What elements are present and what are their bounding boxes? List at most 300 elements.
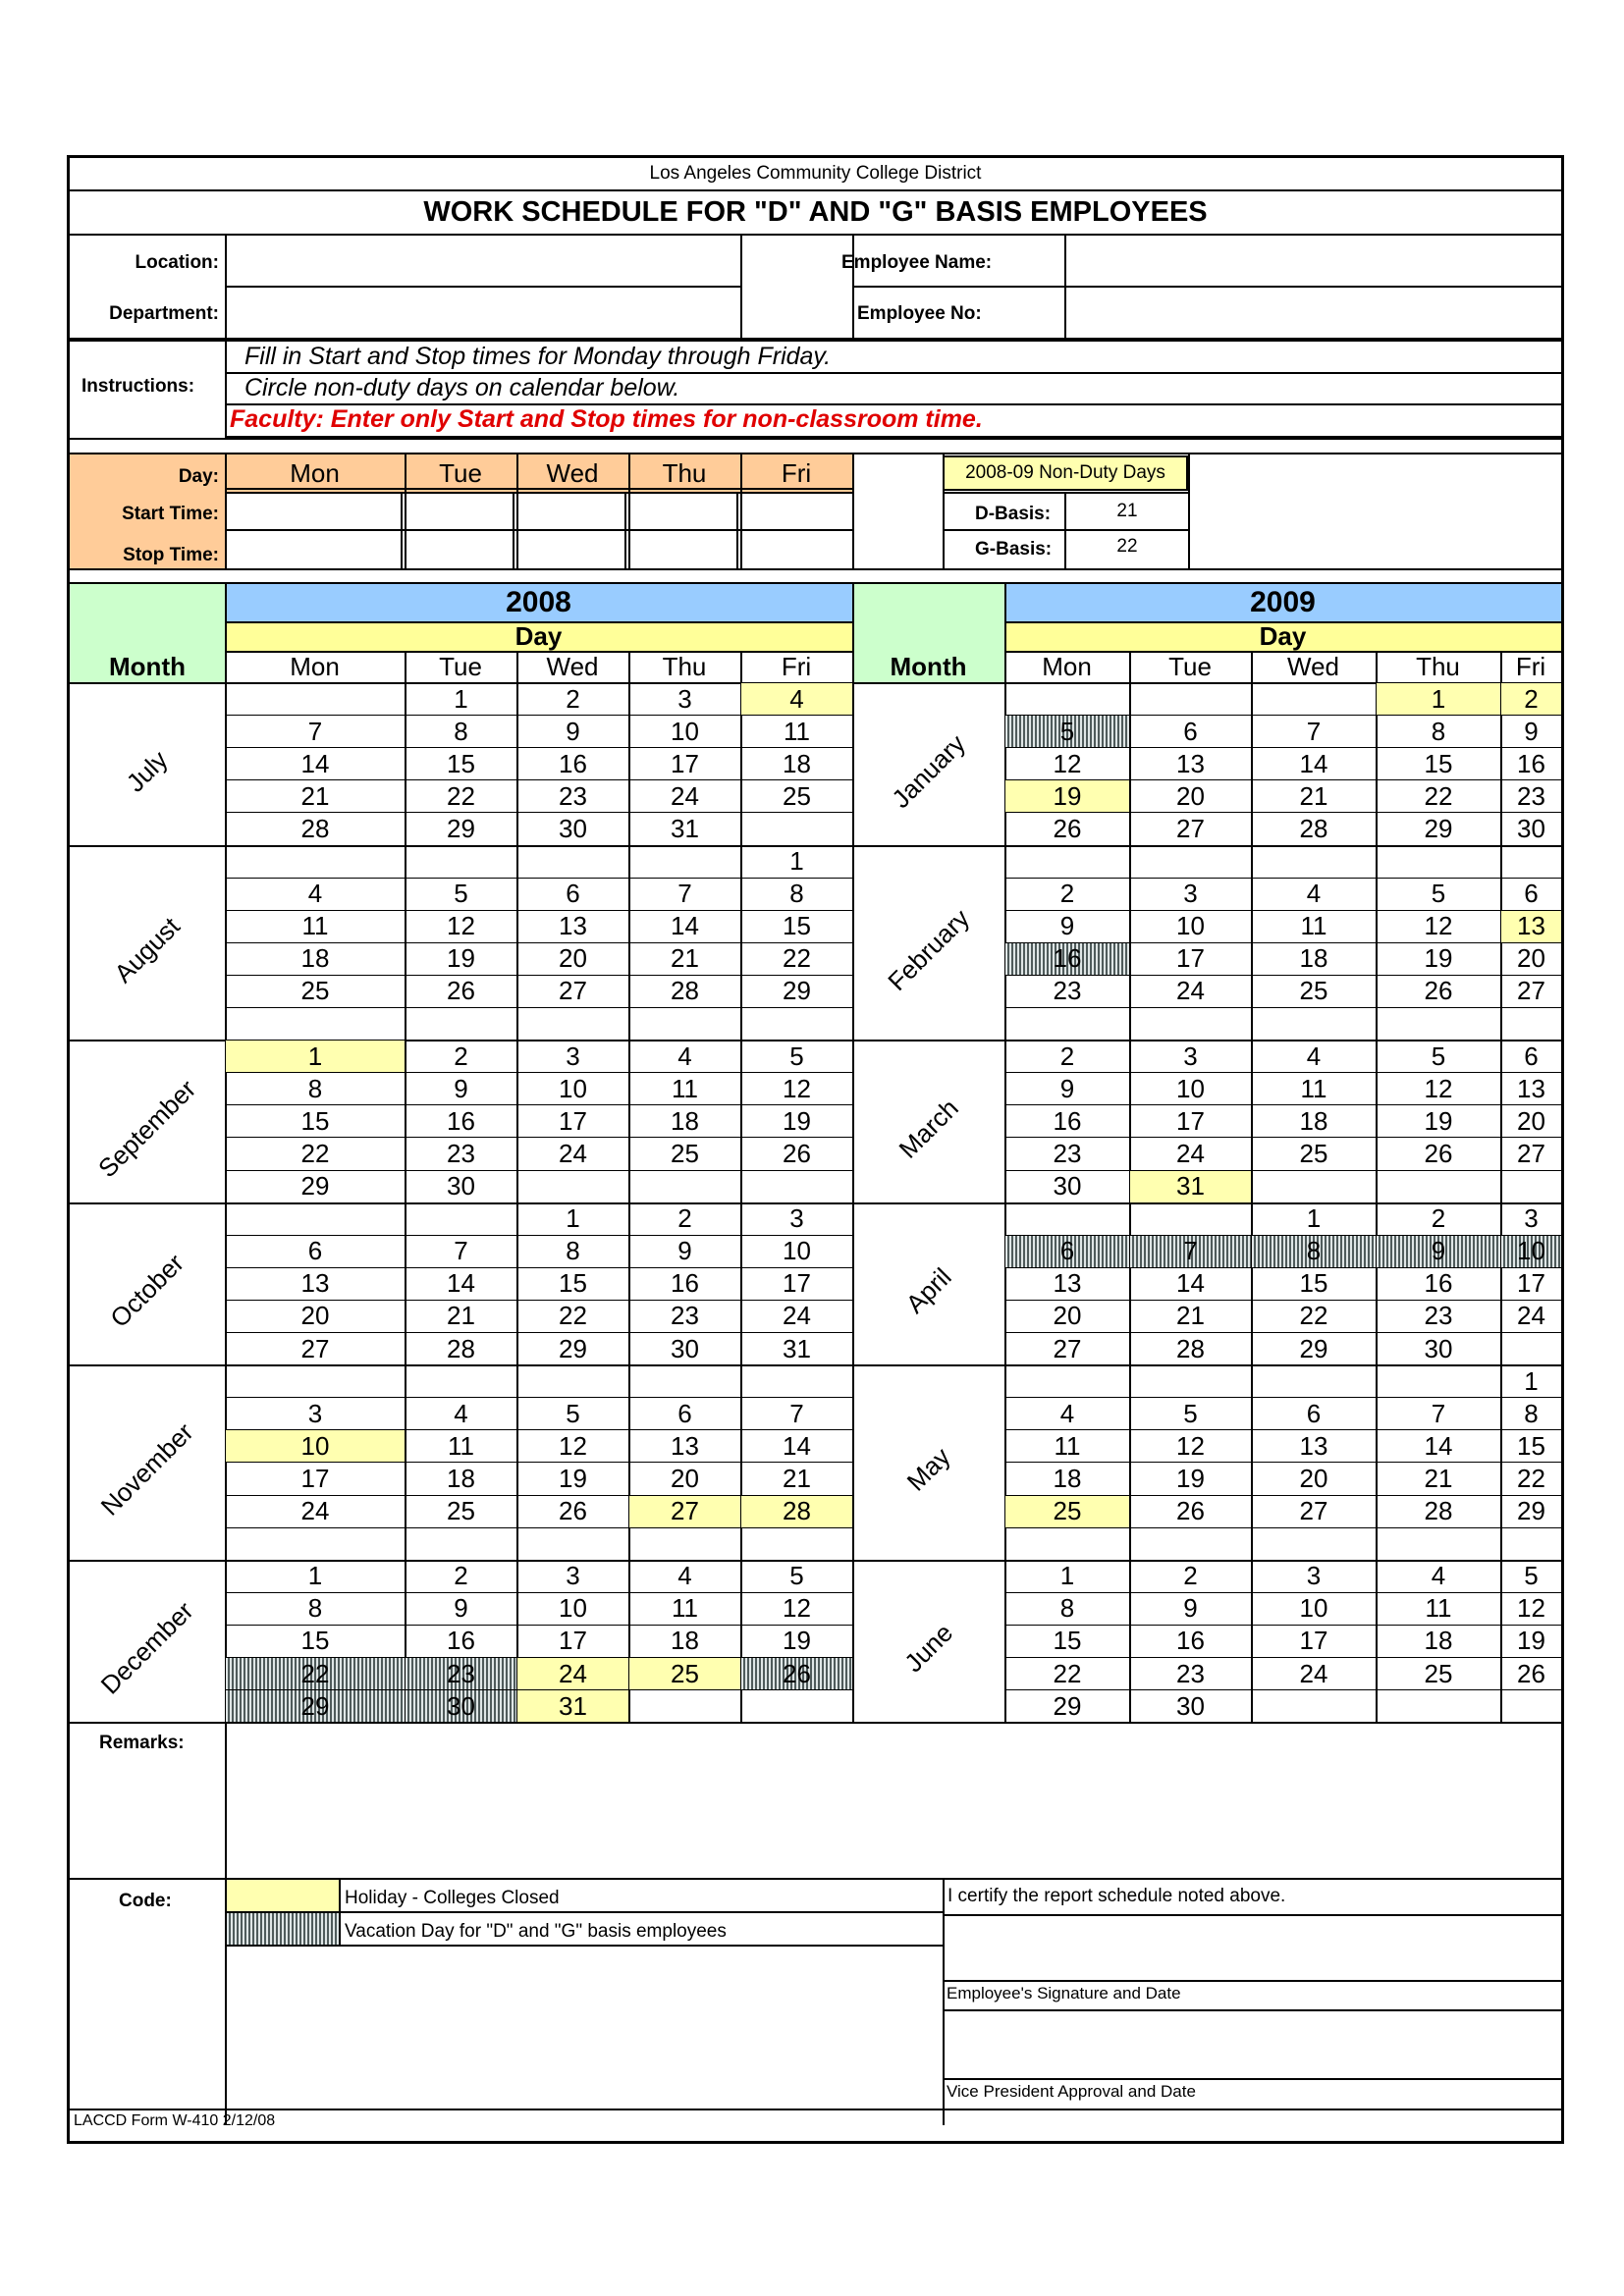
stop-time-input[interactable] (740, 529, 852, 568)
calendar-day[interactable]: 22 (783, 943, 811, 974)
calendar-day[interactable] (406, 1203, 516, 1235)
calendar-day[interactable]: 19 (783, 1626, 811, 1656)
calendar-day[interactable]: 1 (454, 683, 468, 714)
calendar-day[interactable]: 11 (1300, 1073, 1327, 1103)
calendar-day[interactable]: 13 (1053, 1268, 1082, 1299)
calendar-day[interactable]: 19 (447, 943, 475, 974)
calendar-day[interactable]: 8 (789, 879, 804, 909)
calendar-day[interactable]: 16 (559, 748, 587, 778)
calendar-day[interactable]: 26 (447, 976, 475, 1006)
calendar-day[interactable]: 28 (447, 1333, 475, 1363)
calendar-day[interactable]: 24 (1176, 1138, 1205, 1168)
calendar-day[interactable]: 15 (447, 748, 475, 778)
calendar-day[interactable]: 19 (559, 1463, 587, 1493)
calendar-day[interactable]: 16 (1053, 1105, 1082, 1136)
calendar-day[interactable]: 5 (454, 879, 468, 909)
calendar-day[interactable]: 29 (447, 813, 475, 843)
calendar-day[interactable] (1130, 846, 1251, 878)
calendar-day[interactable]: 22 (1053, 1658, 1082, 1688)
calendar-day[interactable]: 20 (1299, 1463, 1328, 1493)
employee-signature-field[interactable] (946, 1917, 1560, 1978)
calendar-day[interactable]: 16 (1005, 943, 1129, 975)
calendar-day[interactable] (226, 1365, 405, 1397)
calendar-day[interactable]: 7 (677, 879, 692, 909)
calendar-day[interactable]: 31 (783, 1333, 811, 1363)
calendar-day[interactable]: 15 (1053, 1626, 1082, 1656)
calendar-day[interactable]: 30 (1424, 1333, 1453, 1363)
calendar-day[interactable]: 1 (1377, 683, 1500, 715)
calendar-day[interactable]: 28 (1299, 813, 1328, 843)
calendar-day[interactable]: 11 (1425, 1593, 1452, 1624)
calendar-day[interactable]: 12 (1053, 748, 1082, 778)
calendar-day[interactable]: 14 (1176, 1268, 1205, 1299)
calendar-day[interactable] (406, 846, 516, 878)
calendar-day[interactable]: 17 (559, 1105, 587, 1136)
calendar-day[interactable]: 22 (300, 1138, 330, 1168)
calendar-day[interactable]: 7 (1130, 1236, 1251, 1267)
calendar-day[interactable]: 30 (1517, 813, 1545, 843)
calendar-day[interactable] (1130, 683, 1251, 715)
calendar-day[interactable]: 21 (671, 943, 699, 974)
calendar-day[interactable] (741, 1528, 852, 1560)
calendar-day[interactable] (517, 1528, 628, 1560)
calendar-day[interactable]: 5 (1431, 879, 1446, 909)
calendar-day[interactable]: 5 (789, 1561, 804, 1591)
calendar-day[interactable]: 18 (300, 943, 330, 974)
stop-time-input[interactable] (628, 529, 740, 568)
calendar-day[interactable]: 28 (741, 1496, 852, 1527)
calendar-day[interactable]: 30 (1053, 1171, 1082, 1201)
calendar-day[interactable]: 29 (1517, 1496, 1545, 1526)
calendar-day[interactable] (226, 683, 405, 715)
calendar-day[interactable]: 23 (447, 1138, 475, 1168)
calendar-day[interactable]: 3 (789, 1203, 804, 1234)
calendar-day[interactable] (1005, 1008, 1129, 1040)
calendar-day[interactable]: 15 (1517, 1430, 1545, 1461)
calendar-day[interactable]: 20 (1176, 780, 1205, 811)
calendar-day[interactable]: 19 (783, 1105, 811, 1136)
calendar-day[interactable]: 2 (1501, 683, 1561, 715)
employee-no-field[interactable] (1066, 288, 1561, 337)
calendar-day[interactable]: 4 (1059, 1398, 1075, 1428)
calendar-day[interactable]: 1 (226, 1041, 405, 1072)
start-time-input[interactable] (628, 492, 740, 529)
calendar-day[interactable]: 29 (226, 1690, 405, 1722)
calendar-day[interactable]: 9 (1524, 716, 1539, 746)
calendar-day[interactable]: 13 (1517, 1073, 1545, 1103)
calendar-day[interactable] (517, 846, 628, 878)
calendar-day[interactable]: 1 (307, 1561, 323, 1591)
calendar-day[interactable]: 12 (1176, 1430, 1205, 1461)
calendar-day[interactable]: 12 (783, 1593, 811, 1624)
calendar-day[interactable]: 25 (1299, 1138, 1328, 1168)
calendar-day[interactable]: 19 (1005, 780, 1129, 812)
calendar-day[interactable]: 28 (1424, 1496, 1453, 1526)
calendar-day[interactable] (629, 1690, 740, 1722)
calendar-day[interactable]: 15 (559, 1268, 587, 1299)
calendar-day[interactable]: 18 (671, 1105, 699, 1136)
employee-name-field[interactable] (1066, 237, 1561, 286)
calendar-day[interactable]: 27 (559, 976, 587, 1006)
calendar-day[interactable] (1252, 846, 1376, 878)
calendar-day[interactable]: 9 (454, 1073, 468, 1103)
calendar-day[interactable]: 6 (1183, 716, 1198, 746)
calendar-day[interactable]: 18 (1299, 1105, 1328, 1136)
calendar-day[interactable]: 26 (1424, 1138, 1453, 1168)
calendar-day[interactable]: 17 (783, 1268, 811, 1299)
calendar-day[interactable]: 13 (1501, 911, 1561, 942)
calendar-day[interactable]: 17 (1517, 1268, 1545, 1299)
calendar-day[interactable]: 4 (741, 683, 852, 715)
calendar-day[interactable]: 5 (566, 1398, 580, 1428)
calendar-day[interactable]: 9 (566, 716, 580, 746)
calendar-day[interactable]: 15 (300, 1105, 330, 1136)
calendar-day[interactable]: 10 (1176, 1073, 1205, 1103)
calendar-day[interactable]: 11 (448, 1430, 474, 1461)
calendar-day[interactable]: 5 (1431, 1041, 1446, 1071)
calendar-day[interactable]: 25 (1424, 1658, 1453, 1688)
calendar-day[interactable]: 23 (406, 1658, 516, 1689)
calendar-day[interactable]: 4 (1431, 1561, 1446, 1591)
start-time-input[interactable] (225, 492, 405, 529)
calendar-day[interactable]: 29 (559, 1333, 587, 1363)
calendar-day[interactable]: 17 (1176, 943, 1205, 974)
calendar-day[interactable]: 15 (1299, 1268, 1328, 1299)
calendar-day[interactable] (1501, 1008, 1561, 1040)
calendar-day[interactable]: 30 (406, 1690, 516, 1722)
calendar-day[interactable]: 26 (741, 1658, 852, 1689)
calendar-day[interactable] (1005, 1528, 1129, 1560)
calendar-day[interactable]: 20 (559, 943, 587, 974)
calendar-day[interactable]: 2 (454, 1561, 468, 1591)
calendar-day[interactable]: 4 (677, 1041, 692, 1071)
calendar-day[interactable]: 25 (783, 780, 811, 811)
calendar-day[interactable]: 8 (307, 1073, 323, 1103)
calendar-day[interactable] (1005, 1203, 1129, 1235)
calendar-day[interactable]: 2 (1059, 1041, 1075, 1071)
calendar-day[interactable]: 17 (559, 1626, 587, 1656)
calendar-day[interactable]: 27 (1053, 1333, 1082, 1363)
calendar-day[interactable] (629, 1365, 740, 1397)
calendar-day[interactable]: 20 (1517, 943, 1545, 974)
calendar-day[interactable]: 15 (300, 1626, 330, 1656)
calendar-day[interactable]: 17 (300, 1463, 330, 1493)
calendar-day[interactable] (1130, 1528, 1251, 1560)
calendar-day[interactable]: 12 (1424, 1073, 1453, 1103)
calendar-day[interactable] (1005, 1365, 1129, 1397)
calendar-day[interactable]: 27 (629, 1496, 740, 1527)
calendar-day[interactable]: 2 (677, 1203, 692, 1234)
calendar-day[interactable]: 27 (1176, 813, 1205, 843)
calendar-day[interactable]: 3 (1183, 1041, 1198, 1071)
calendar-day[interactable]: 31 (1130, 1171, 1251, 1202)
calendar-day[interactable]: 17 (1299, 1626, 1328, 1656)
calendar-day[interactable]: 8 (566, 1236, 580, 1266)
calendar-day[interactable] (629, 846, 740, 878)
calendar-day[interactable] (1501, 1528, 1561, 1560)
calendar-day[interactable]: 6 (1524, 1041, 1539, 1071)
stop-time-input[interactable] (225, 529, 405, 568)
calendar-day[interactable] (741, 1008, 852, 1040)
calendar-day[interactable] (1377, 1690, 1500, 1722)
calendar-day[interactable]: 13 (1299, 1430, 1328, 1461)
calendar-day[interactable]: 25 (671, 1138, 699, 1168)
calendar-day[interactable]: 22 (1517, 1463, 1545, 1493)
calendar-day[interactable]: 16 (447, 1626, 475, 1656)
calendar-day[interactable]: 6 (566, 879, 580, 909)
calendar-day[interactable]: 29 (1299, 1333, 1328, 1363)
calendar-day[interactable] (1252, 1171, 1376, 1202)
calendar-day[interactable]: 11 (301, 911, 329, 941)
calendar-day[interactable]: 16 (1424, 1268, 1453, 1299)
calendar-day[interactable]: 31 (671, 813, 699, 843)
calendar-day[interactable]: 24 (671, 780, 699, 811)
calendar-day[interactable]: 24 (300, 1496, 330, 1526)
calendar-day[interactable] (1377, 1528, 1500, 1560)
calendar-day[interactable]: 28 (671, 976, 699, 1006)
calendar-day[interactable] (1377, 1171, 1500, 1202)
calendar-day[interactable]: 28 (300, 813, 330, 843)
calendar-day[interactable] (1377, 1365, 1500, 1397)
calendar-day[interactable] (406, 1365, 516, 1397)
calendar-day[interactable]: 1 (1306, 1203, 1322, 1234)
calendar-day[interactable]: 8 (454, 716, 468, 746)
calendar-day[interactable]: 18 (1299, 943, 1328, 974)
calendar-day[interactable]: 3 (1183, 879, 1198, 909)
calendar-day[interactable]: 6 (1524, 879, 1539, 909)
calendar-day[interactable]: 20 (671, 1463, 699, 1493)
calendar-day[interactable] (1130, 1008, 1251, 1040)
calendar-day[interactable]: 30 (559, 813, 587, 843)
calendar-day[interactable]: 12 (1517, 1593, 1545, 1624)
calendar-day[interactable]: 23 (1053, 1138, 1082, 1168)
calendar-day[interactable]: 29 (1053, 1690, 1082, 1721)
calendar-day[interactable]: 26 (559, 1496, 587, 1526)
calendar-day[interactable]: 23 (671, 1301, 699, 1331)
calendar-day[interactable]: 24 (559, 1138, 587, 1168)
calendar-day[interactable]: 14 (783, 1430, 811, 1461)
location-field[interactable] (227, 237, 739, 286)
calendar-day[interactable]: 10 (559, 1593, 587, 1624)
calendar-day[interactable] (1377, 846, 1500, 878)
calendar-day[interactable]: 13 (559, 911, 587, 941)
calendar-day[interactable]: 2 (1183, 1561, 1198, 1591)
calendar-day[interactable]: 6 (1306, 1398, 1322, 1428)
calendar-day[interactable] (517, 1008, 628, 1040)
calendar-day[interactable] (1252, 683, 1376, 715)
calendar-day[interactable]: 1 (1059, 1561, 1075, 1591)
calendar-day[interactable]: 3 (307, 1398, 323, 1428)
calendar-day[interactable]: 4 (1306, 1041, 1322, 1071)
calendar-day[interactable] (741, 813, 852, 844)
calendar-day[interactable]: 9 (1059, 911, 1075, 941)
calendar-day[interactable]: 10 (783, 1236, 811, 1266)
calendar-day[interactable]: 21 (1176, 1301, 1205, 1331)
calendar-day[interactable]: 12 (783, 1073, 811, 1103)
calendar-day[interactable] (1252, 1008, 1376, 1040)
calendar-day[interactable]: 7 (454, 1236, 468, 1266)
calendar-day[interactable]: 8 (307, 1593, 323, 1624)
calendar-day[interactable]: 3 (1306, 1561, 1322, 1591)
calendar-day[interactable]: 21 (300, 780, 330, 811)
calendar-day[interactable]: 14 (447, 1268, 475, 1299)
calendar-day[interactable]: 24 (783, 1301, 811, 1331)
calendar-day[interactable] (1252, 1528, 1376, 1560)
calendar-day[interactable]: 19 (1517, 1626, 1545, 1656)
calendar-day[interactable]: 26 (783, 1138, 811, 1168)
calendar-day[interactable]: 30 (671, 1333, 699, 1363)
calendar-day[interactable]: 12 (559, 1430, 587, 1461)
calendar-day[interactable]: 14 (300, 748, 330, 778)
calendar-day[interactable]: 18 (1424, 1626, 1453, 1656)
calendar-day[interactable]: 8 (1524, 1398, 1539, 1428)
calendar-day[interactable] (1501, 1333, 1561, 1364)
calendar-day[interactable]: 13 (671, 1430, 699, 1461)
calendar-day[interactable]: 10 (671, 716, 699, 746)
calendar-day[interactable] (517, 1365, 628, 1397)
calendar-day[interactable]: 10 (226, 1430, 405, 1462)
calendar-day[interactable]: 4 (454, 1398, 468, 1428)
calendar-day[interactable] (1005, 846, 1129, 878)
calendar-day[interactable] (406, 1008, 516, 1040)
calendar-day[interactable] (226, 1203, 405, 1235)
calendar-day[interactable]: 24 (517, 1658, 628, 1689)
calendar-day[interactable]: 4 (677, 1561, 692, 1591)
calendar-day[interactable]: 27 (1299, 1496, 1328, 1526)
calendar-day[interactable]: 11 (672, 1073, 698, 1103)
start-time-input[interactable] (405, 492, 516, 529)
calendar-day[interactable]: 7 (789, 1398, 804, 1428)
calendar-day[interactable]: 19 (1424, 1105, 1453, 1136)
calendar-day[interactable] (1501, 1171, 1561, 1202)
calendar-day[interactable]: 21 (1299, 780, 1328, 811)
calendar-day[interactable]: 25 (447, 1496, 475, 1526)
calendar-day[interactable]: 18 (447, 1463, 475, 1493)
calendar-day[interactable]: 19 (1424, 943, 1453, 974)
calendar-day[interactable]: 20 (1053, 1301, 1082, 1331)
calendar-day[interactable]: 8 (1059, 1593, 1075, 1624)
calendar-day[interactable]: 4 (307, 879, 323, 909)
calendar-day[interactable]: 27 (1517, 1138, 1545, 1168)
calendar-day[interactable]: 16 (1176, 1626, 1205, 1656)
calendar-day[interactable]: 3 (677, 683, 692, 714)
calendar-day[interactable]: 11 (672, 1593, 698, 1624)
calendar-day[interactable]: 11 (784, 716, 810, 746)
calendar-day[interactable]: 9 (677, 1236, 692, 1266)
calendar-day[interactable]: 6 (1005, 1236, 1129, 1267)
calendar-day[interactable] (629, 1008, 740, 1040)
calendar-day[interactable]: 8 (1431, 716, 1446, 746)
calendar-day[interactable] (1501, 1690, 1561, 1722)
calendar-day[interactable]: 20 (1517, 1105, 1545, 1136)
calendar-day[interactable]: 4 (1306, 879, 1322, 909)
calendar-day[interactable]: 23 (1176, 1658, 1205, 1688)
calendar-day[interactable]: 6 (677, 1398, 692, 1428)
calendar-day[interactable]: 7 (1306, 716, 1322, 746)
calendar-day[interactable]: 19 (1176, 1463, 1205, 1493)
stop-time-input[interactable] (516, 529, 628, 568)
calendar-day[interactable]: 21 (783, 1463, 811, 1493)
calendar-day[interactable]: 1 (789, 846, 804, 877)
calendar-day[interactable]: 18 (783, 748, 811, 778)
calendar-day[interactable] (1130, 1203, 1251, 1235)
calendar-day[interactable]: 25 (629, 1658, 740, 1689)
calendar-day[interactable]: 26 (1424, 976, 1453, 1006)
calendar-day[interactable]: 21 (447, 1301, 475, 1331)
calendar-day[interactable]: 29 (783, 976, 811, 1006)
calendar-day[interactable] (226, 846, 405, 878)
calendar-day[interactable]: 25 (300, 976, 330, 1006)
calendar-day[interactable] (517, 1171, 628, 1202)
calendar-day[interactable]: 13 (300, 1268, 330, 1299)
calendar-day[interactable]: 17 (671, 748, 699, 778)
calendar-day[interactable] (1005, 683, 1129, 715)
calendar-day[interactable]: 11 (1300, 911, 1327, 941)
calendar-day[interactable]: 9 (1059, 1073, 1075, 1103)
calendar-day[interactable]: 17 (1176, 1105, 1205, 1136)
calendar-day[interactable]: 7 (1431, 1398, 1446, 1428)
calendar-day[interactable]: 14 (1299, 748, 1328, 778)
calendar-day[interactable]: 2 (454, 1041, 468, 1071)
calendar-day[interactable]: 23 (1424, 1301, 1453, 1331)
calendar-day[interactable]: 3 (566, 1041, 580, 1071)
calendar-day[interactable] (629, 1528, 740, 1560)
calendar-day[interactable] (741, 1690, 852, 1722)
calendar-day[interactable]: 12 (447, 911, 475, 941)
calendar-day[interactable]: 16 (671, 1268, 699, 1299)
calendar-day[interactable]: 16 (1517, 748, 1545, 778)
calendar-day[interactable]: 31 (517, 1690, 628, 1722)
remarks-field[interactable] (227, 1729, 1561, 1878)
stop-time-input[interactable] (405, 529, 516, 568)
calendar-day[interactable]: 6 (307, 1236, 323, 1266)
calendar-day[interactable]: 25 (1299, 976, 1328, 1006)
calendar-day[interactable]: 13 (1176, 748, 1205, 778)
calendar-day[interactable]: 30 (447, 1171, 475, 1201)
calendar-day[interactable]: 3 (566, 1561, 580, 1591)
calendar-day[interactable] (226, 1528, 405, 1560)
calendar-day[interactable]: 22 (447, 780, 475, 811)
calendar-day[interactable]: 22 (559, 1301, 587, 1331)
calendar-day[interactable]: 3 (1524, 1203, 1539, 1234)
calendar-day[interactable]: 28 (1176, 1333, 1205, 1363)
calendar-day[interactable] (741, 1171, 852, 1202)
calendar-day[interactable]: 26 (1517, 1658, 1545, 1688)
calendar-day[interactable]: 9 (1377, 1236, 1500, 1267)
calendar-day[interactable]: 18 (1053, 1463, 1082, 1493)
calendar-day[interactable] (1377, 1008, 1500, 1040)
calendar-day[interactable]: 5 (1524, 1561, 1539, 1591)
calendar-day[interactable]: 25 (1005, 1496, 1129, 1527)
calendar-day[interactable]: 23 (1517, 780, 1545, 811)
calendar-day[interactable]: 30 (1176, 1690, 1205, 1721)
calendar-day[interactable] (406, 1528, 516, 1560)
department-field[interactable] (227, 288, 739, 337)
calendar-day[interactable]: 24 (1299, 1658, 1328, 1688)
calendar-day[interactable] (226, 1008, 405, 1040)
calendar-day[interactable]: 16 (447, 1105, 475, 1136)
calendar-day[interactable] (741, 1365, 852, 1397)
calendar-day[interactable]: 7 (307, 716, 323, 746)
calendar-day[interactable]: 10 (559, 1073, 587, 1103)
calendar-day[interactable]: 10 (1501, 1236, 1561, 1267)
calendar-day[interactable]: 18 (671, 1626, 699, 1656)
calendar-day[interactable]: 1 (1524, 1365, 1539, 1396)
vp-signature-field[interactable] (946, 2012, 1560, 2075)
calendar-day[interactable]: 22 (1424, 780, 1453, 811)
calendar-day[interactable]: 14 (671, 911, 699, 941)
calendar-day[interactable]: 27 (1517, 976, 1545, 1006)
